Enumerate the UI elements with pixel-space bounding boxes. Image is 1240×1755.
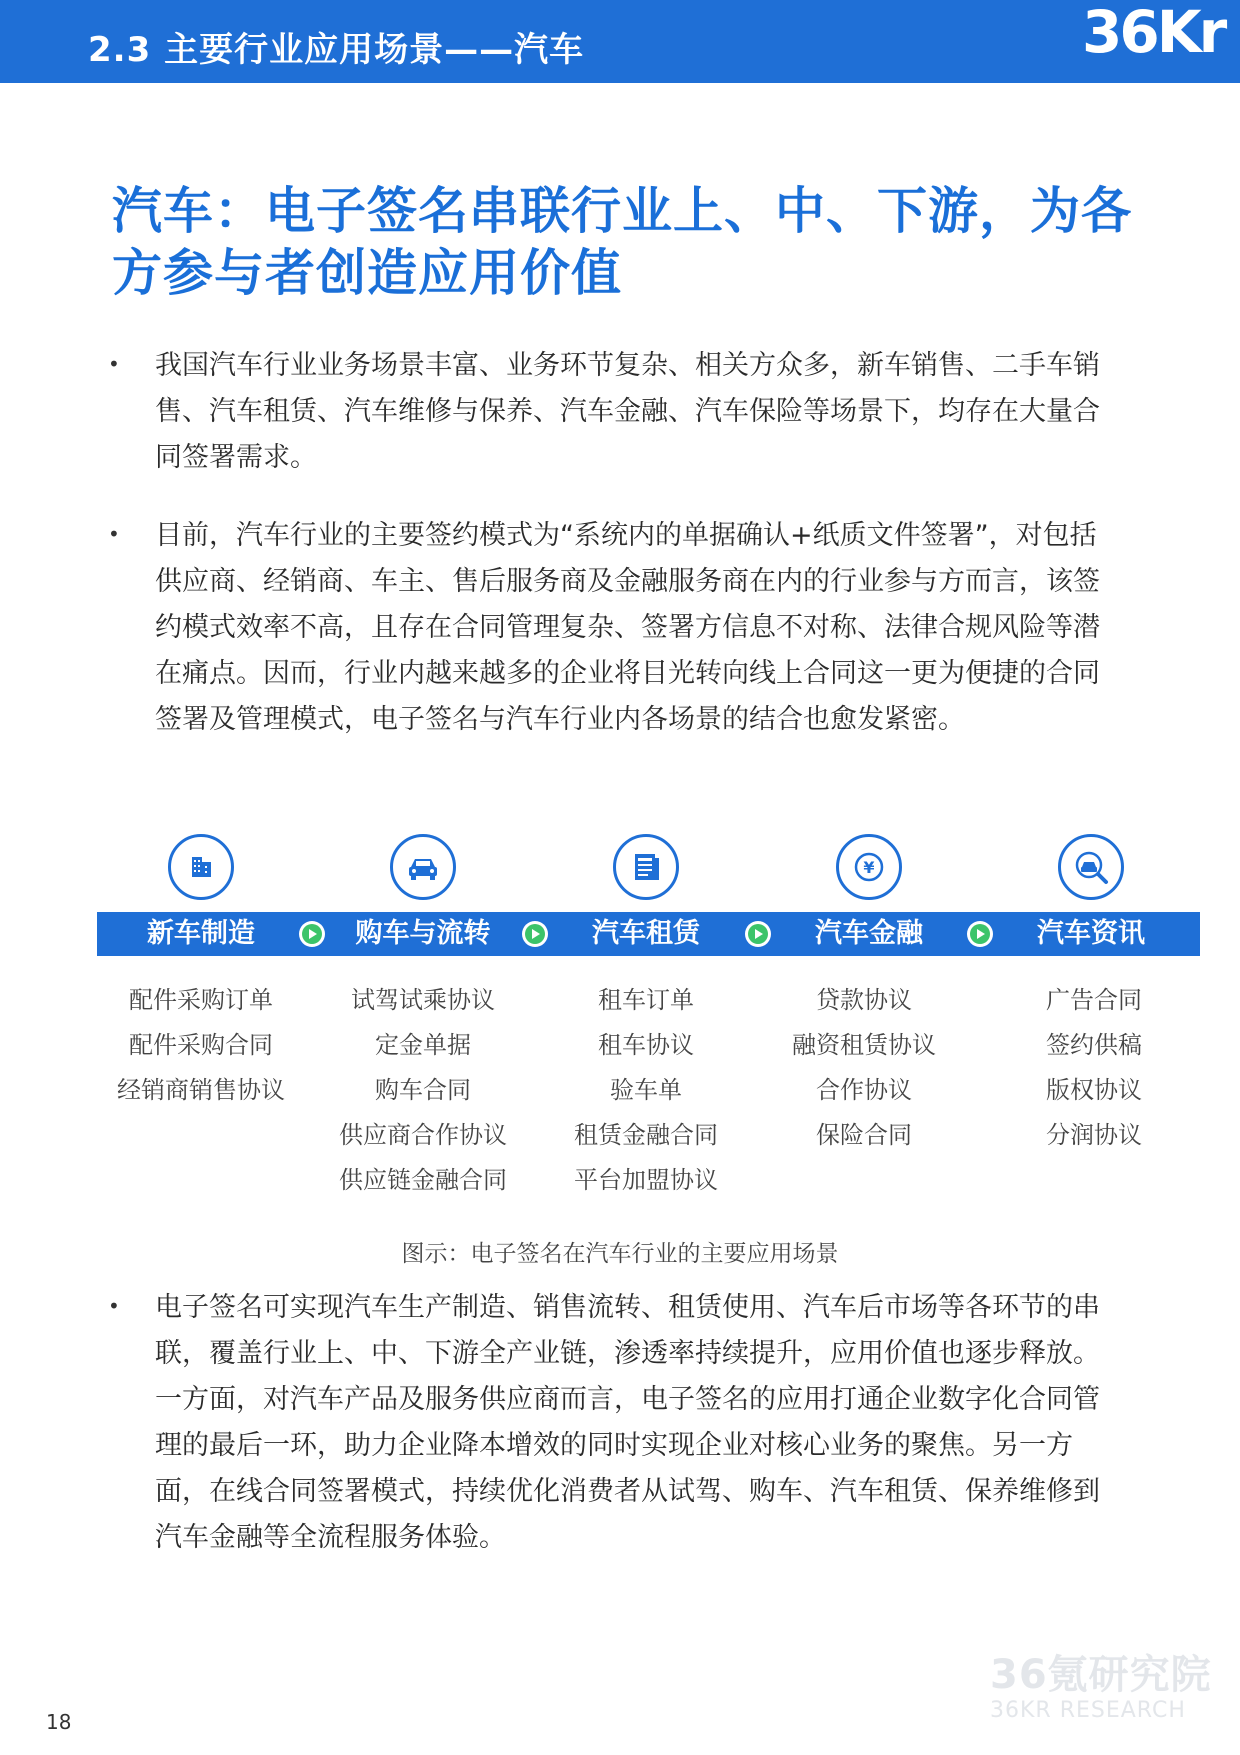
list-item: 版权协议 [1046, 1076, 1142, 1104]
arrow-right-icon [299, 921, 325, 947]
bullet-icon: • [108, 522, 120, 546]
scenario-items-finance [754, 978, 974, 1158]
list-item: 配件采购订单 [129, 986, 273, 1014]
scenario-items-info [984, 978, 1204, 1158]
building-icon [168, 834, 234, 900]
scenario-label-info: 汽车资讯 [1037, 918, 1145, 949]
car-icon [390, 834, 456, 900]
yen-coin-icon [836, 834, 902, 900]
figure-caption: 图示：电子签名在汽车行业的主要应用场景 [401, 1241, 839, 1267]
document-icon [613, 834, 679, 900]
bullet-paragraph: 目前，汽车行业的主要签约模式为“系统内的单据确认+纸质文件签署”，对包括供应商、经销商、车主、售后服务商及金融服务商在内的行业参与方而言，该签约模式效率不高，且存在合同管理复杂、签署方信息不对称、法律合规风险等潜在痛点。因而，行业内越来越多的企业将目光转向线上合同这一更为便捷的合同签署及管理模式，电子签名与汽车行业内各场景的结合也愈发紧密。 [155, 520, 1100, 735]
scenario-label-manufacturing: 新车制造 [147, 918, 255, 949]
list-item: 购车合同 [375, 1076, 471, 1104]
arrow-right-icon [967, 921, 993, 947]
list-item: 租车协议 [598, 1031, 694, 1059]
list-item: 贷款协议 [816, 986, 912, 1014]
bullet-icon: • [108, 352, 120, 376]
section-title: 2.3 主要行业应用场景——汽车 [88, 30, 585, 70]
watermark-en: 36KR RESEARCH [990, 1698, 1186, 1723]
page-title: 汽车：电子签名串联行业上、中、下游，为各方参与者创造应用价值 [112, 182, 1132, 302]
bullet-paragraph: 电子签名可实现汽车生产制造、销售流转、租赁使用、汽车后市场等各环节的串联，覆盖行业上、中、下游全产业链，渗透率持续提升，应用价值也逐步释放。一方面，对汽车产品及服务供应商而言，电子签名的应用打通企业数字化合同管理的最后一环，助力企业降本增效的同时实现企业对核心业务的聚焦。另一方面，在线合同签署模式，持续优化消费者从试驾、购车、汽车租赁、保养维修到汽车金融等全流程服务体验。 [155, 1292, 1100, 1553]
scenario-items-rental [536, 978, 756, 1203]
bullet-icon: • [108, 1294, 120, 1318]
list-item: 定金单据 [375, 1031, 471, 1059]
svg-text:¥: ¥ [863, 858, 875, 877]
list-item: 租赁金融合同 [574, 1121, 718, 1149]
header-bar [0, 0, 1240, 83]
list-item: 配件采购合同 [129, 1031, 273, 1059]
scenario-label-finance: 汽车金融 [815, 918, 923, 949]
scenario-label-rental: 汽车租赁 [592, 918, 700, 949]
scenario-label-purchase: 购车与流转 [355, 918, 491, 949]
list-item: 广告合同 [1046, 986, 1142, 1014]
arrow-right-icon [745, 921, 771, 947]
list-item: 平台加盟协议 [574, 1166, 718, 1194]
list-item: 融资租赁协议 [792, 1031, 936, 1059]
watermark-cn: 36氪研究院 [990, 1652, 1212, 1698]
list-item: 租车订单 [598, 986, 694, 1014]
list-item: 验车单 [610, 1076, 682, 1104]
logo: 36Kr [1082, 0, 1225, 66]
list-item: 分润协议 [1046, 1121, 1142, 1149]
page-number: 18 [46, 1710, 72, 1734]
list-item: 供应商合作协议 [339, 1121, 507, 1149]
list-item: 保险合同 [816, 1121, 912, 1149]
list-item: 签约供稿 [1046, 1031, 1142, 1059]
bullet-paragraph: 我国汽车行业业务场景丰富、业务环节复杂、相关方众多，新车销售、二手车销售、汽车租赁、汽车维修与保养、汽车金融、汽车保险等场景下，均存在大量合同签署需求。 [155, 350, 1100, 473]
list-item: 试驾试乘协议 [351, 986, 495, 1014]
list-item: 合作协议 [816, 1076, 912, 1104]
scenario-items-purchase [313, 978, 533, 1203]
arrow-right-icon [522, 921, 548, 947]
car-search-icon [1058, 834, 1124, 900]
list-item: 供应链金融合同 [339, 1166, 507, 1194]
scenario-items-manufacturing [91, 978, 311, 1113]
list-item: 经销商销售协议 [117, 1076, 285, 1104]
